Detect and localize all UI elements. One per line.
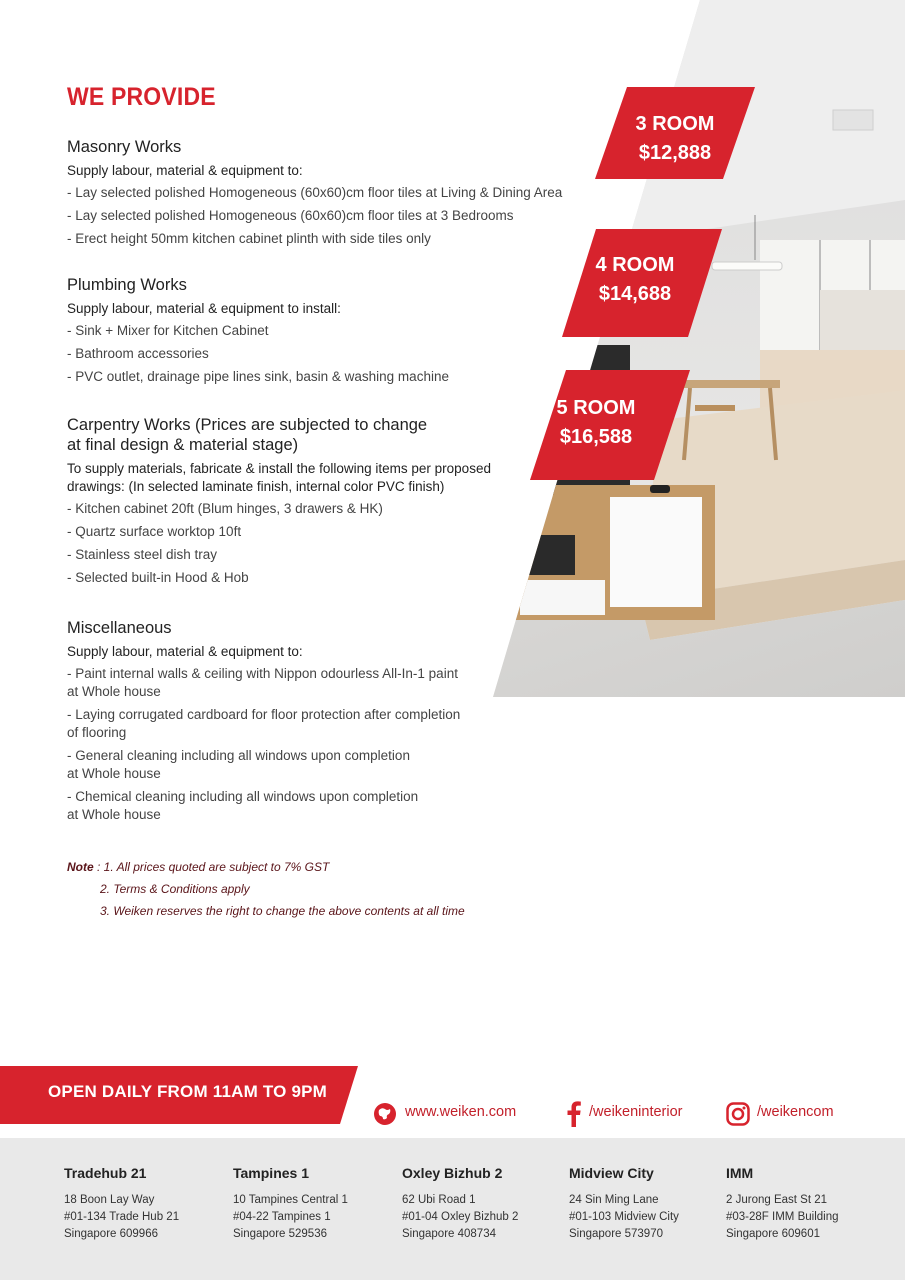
branch-name: Midview City — [569, 1165, 654, 1181]
globe-icon — [373, 1102, 397, 1126]
branch-address-line: #01-134 Trade Hub 21 — [64, 1211, 180, 1223]
instagram-link[interactable]: /weikencom — [757, 1104, 834, 1120]
note-line: 2. Terms & Conditions apply — [100, 882, 250, 896]
branch-imm — [726, 1165, 886, 1243]
room-label: 4 ROOM — [595, 254, 675, 276]
section-masonry — [67, 137, 587, 253]
branch-tradehub-21 — [64, 1165, 224, 1243]
branch-name: Oxley Bizhub 2 — [402, 1165, 503, 1181]
branch-address-line: 24 Sin Ming Lane — [569, 1194, 659, 1206]
section-plumbing — [67, 275, 587, 391]
list-item: - Paint internal walls & ceiling with Nippon odourless All-In-1 paint at Whole house — [67, 666, 458, 699]
branch-name: Tampines 1 — [233, 1165, 309, 1181]
list-item: - Erect height 50mm kitchen cabinet plinth with side tiles only — [67, 231, 431, 246]
note-line: : 1. All prices quoted are subject to 7% GST — [97, 860, 330, 874]
list-item: - PVC outlet, drainage pipe lines sink, basin & washing machine — [67, 369, 449, 384]
section-subtitle: Supply labour, material & equipment to install: — [67, 301, 341, 316]
branch-address-line: #03-28F IMM Building — [726, 1211, 839, 1223]
section-subtitle: To supply materials, fabricate & install the following items per proposed drawings: (In selected laminate finish, internal color PVC finish) — [67, 461, 491, 494]
branch-address-line: Singapore 573970 — [569, 1228, 663, 1240]
room-price: $16,588 — [559, 426, 633, 448]
note-label: Note — [67, 860, 94, 874]
list-item: - Quartz surface worktop 10ft — [67, 524, 242, 539]
room-price: $14,688 — [598, 283, 672, 305]
branch-name: Tradehub 21 — [64, 1165, 147, 1181]
branch-tampines-1 — [233, 1165, 393, 1243]
branch-address-line: Singapore 408734 — [402, 1228, 496, 1240]
list-item: - Stainless steel dish tray — [67, 547, 218, 562]
price-tag-5-room — [536, 394, 656, 452]
facebook-icon — [566, 1101, 582, 1127]
section-subtitle: Supply labour, material & equipment to: — [67, 644, 303, 659]
section-miscellaneous — [67, 618, 587, 829]
room-label: 3 ROOM — [635, 113, 715, 135]
list-item: - Chemical cleaning including all windows upon completion at Whole house — [67, 789, 419, 822]
list-item: - Sink + Mixer for Kitchen Cabinet — [67, 323, 269, 338]
section-title: Miscellaneous — [67, 619, 172, 637]
list-item: - Bathroom accessories — [67, 346, 209, 361]
page-heading: WE PROVIDE — [67, 83, 216, 111]
section-title: Plumbing Works — [67, 276, 187, 294]
facebook-link[interactable]: /weikeninterior — [589, 1104, 683, 1120]
price-tag-3-room — [615, 110, 735, 168]
list-item: - Kitchen cabinet 20ft (Blum hinges, 3 drawers & HK) — [67, 501, 383, 516]
branch-address-line: #04-22 Tampines 1 — [233, 1211, 331, 1223]
branch-address-line: Singapore 609966 — [64, 1228, 158, 1240]
list-item: - General cleaning including all windows upon completion at Whole house — [67, 748, 410, 781]
open-hours: OPEN DAILY FROM 11AM TO 9PM — [48, 1082, 328, 1101]
branch-name: IMM — [726, 1165, 754, 1181]
list-item: - Lay selected polished Homogeneous (60x60)cm floor tiles at Living & Dining Area — [67, 185, 563, 200]
branch-address-line: #01-04 Oxley Bizhub 2 — [402, 1211, 519, 1223]
branch-address-line: 18 Boon Lay Way — [64, 1194, 155, 1206]
note-line: 3. Weiken reserves the right to change the above contents at all time — [100, 904, 465, 918]
room-label: 5 ROOM — [556, 397, 636, 419]
branch-address-line: Singapore 609601 — [726, 1228, 820, 1240]
room-price: $12,888 — [638, 142, 712, 164]
list-item: - Laying corrugated cardboard for floor protection after completion of flooring — [67, 707, 461, 740]
section-subtitle: Supply labour, material & equipment to: — [67, 163, 303, 178]
branch-address-line: 2 Jurong East St 21 — [726, 1194, 828, 1206]
footnote — [67, 856, 465, 922]
section-title: Carpentry Works (Prices are subjected to change at final design & material stage) — [67, 416, 428, 454]
website-link[interactable]: www.weiken.com — [405, 1104, 517, 1120]
branch-address-line: #01-103 Midview City — [569, 1211, 679, 1223]
price-tag-4-room — [575, 251, 695, 309]
list-item: - Lay selected polished Homogeneous (60x60)cm floor tiles at 3 Bedrooms — [67, 208, 514, 223]
instagram-icon — [726, 1102, 750, 1126]
list-item: - Selected built-in Hood & Hob — [67, 570, 249, 585]
branch-address-line: 10 Tampines Central 1 — [233, 1194, 348, 1206]
branch-address-line: Singapore 529536 — [233, 1228, 327, 1240]
section-title: Masonry Works — [67, 138, 182, 156]
branch-midview-city — [569, 1165, 729, 1243]
branch-oxley-bizhub-2 — [402, 1165, 562, 1243]
branch-address-line: 62 Ubi Road 1 — [402, 1194, 476, 1206]
section-carpentry — [67, 415, 587, 592]
